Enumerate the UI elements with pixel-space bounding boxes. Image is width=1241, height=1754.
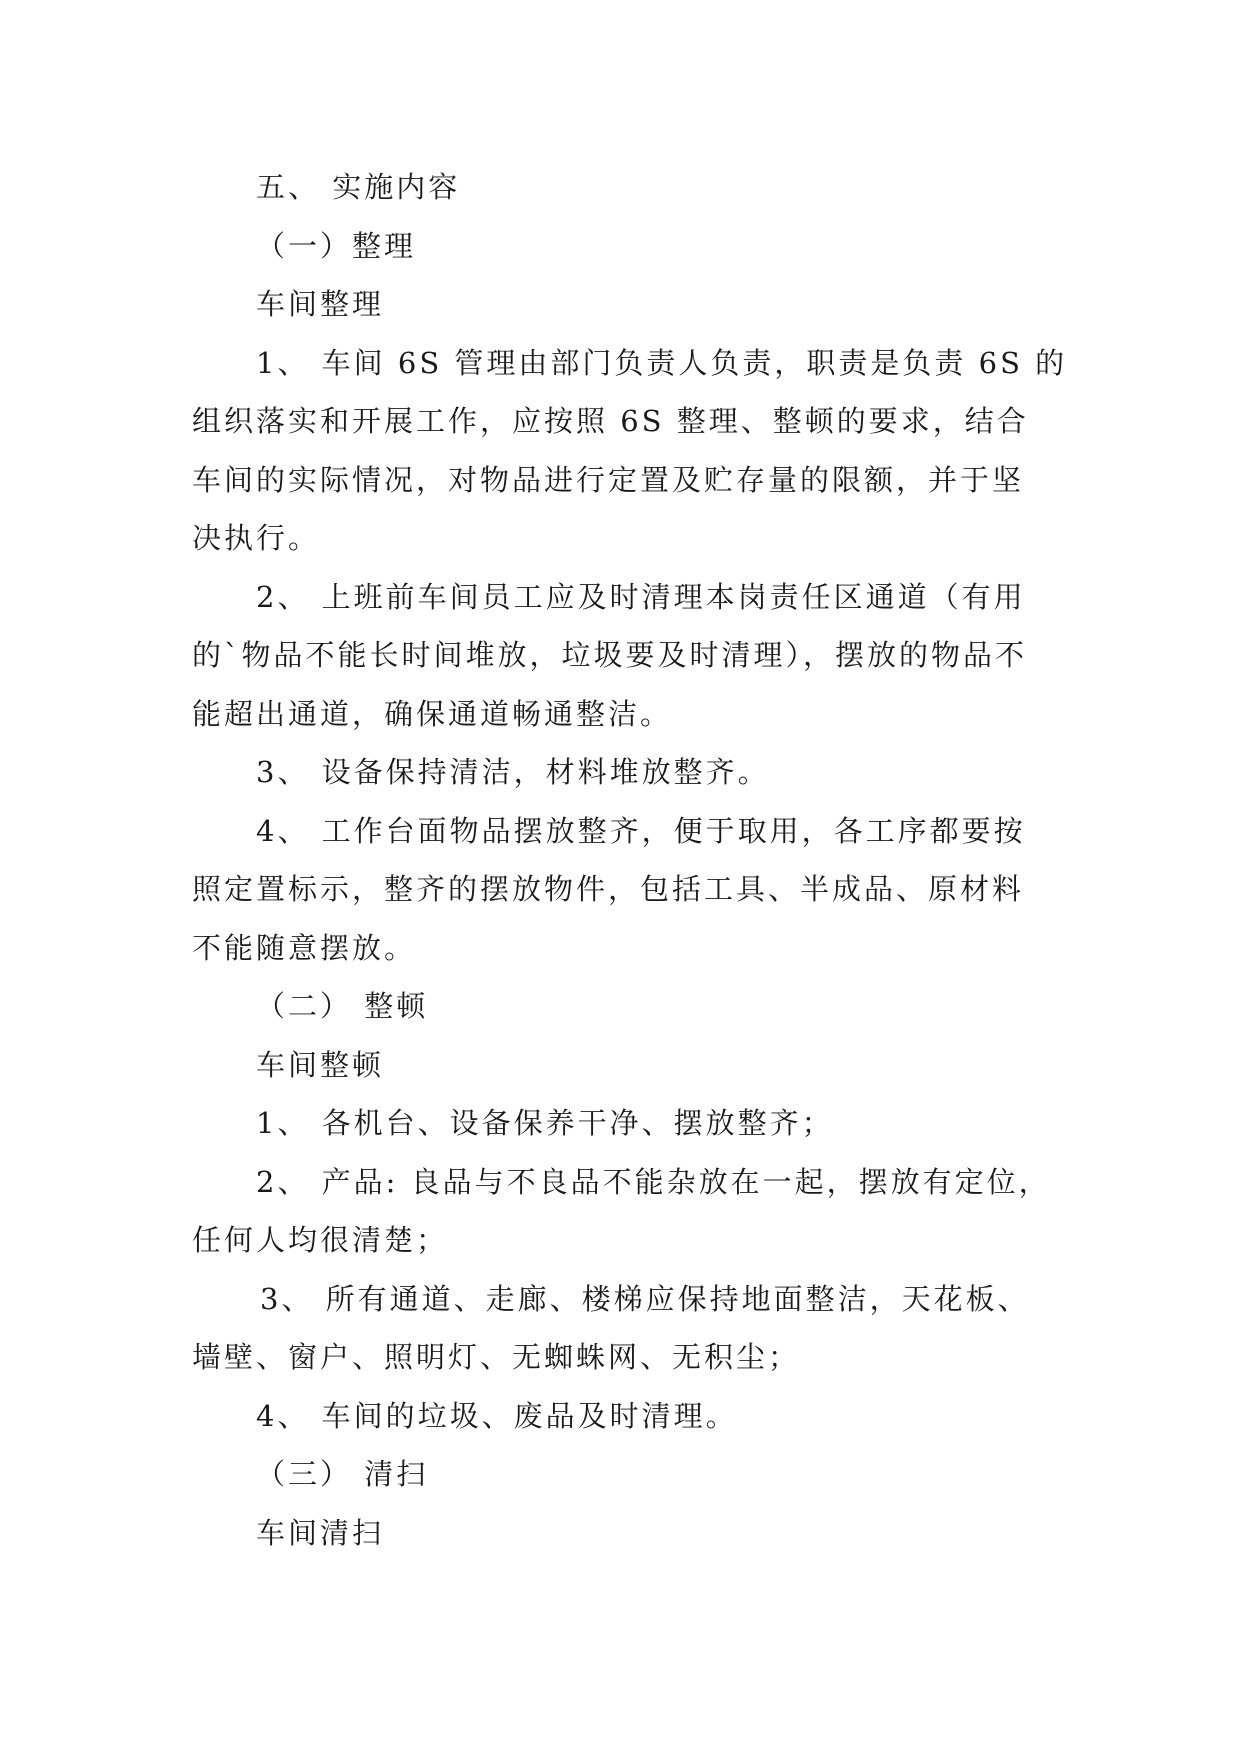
section-heading: 五、 实施内容 bbox=[256, 170, 461, 204]
item-2-3-line-2: 墙壁、窗户、照明灯、无蜘蛛网、无积尘； bbox=[192, 1340, 801, 1374]
item-4-line-2: 照定置标示，整齐的摆放物件，包括工具、半成品、原材料 bbox=[192, 872, 1025, 906]
item-2-4-line-1: 4、 车间的垃圾、废品及时清理。 bbox=[256, 1398, 738, 1433]
item-2-line-1: 2、 上班前车间员工应及时清理本岗责任区通道（有用 bbox=[256, 579, 1026, 614]
subsection-heading-2: （二） 整顿 bbox=[256, 989, 429, 1023]
item-1-line-2: 组织落实和开展工作，应按照 6S 整理、整顿的要求，结合 bbox=[192, 404, 1029, 438]
item-1-line-1: 1、 车间 6S 管理由部门负责人负责，职责是负责 6S 的 bbox=[256, 345, 1068, 380]
item-2-line-3: 能超出通道，确保通道畅通整洁。 bbox=[192, 696, 673, 731]
item-1-line-4: 决执行。 bbox=[192, 521, 321, 555]
item-4-line-3: 不能随意摆放。 bbox=[192, 930, 417, 965]
subsection-heading-3: （三） 清扫 bbox=[256, 1457, 429, 1491]
subsection-title-2: 车间整顿 bbox=[256, 1047, 385, 1082]
subsection-title-3: 车间清扫 bbox=[256, 1515, 385, 1550]
subsection-title-1: 车间整理 bbox=[256, 287, 385, 321]
item-1-line-3: 车间的实际情况，对物品进行定置及贮存量的限额，并于坚 bbox=[192, 462, 1025, 497]
document-body bbox=[192, 158, 1068, 1562]
item-4-line-1: 4、 工作台面物品摆放整齐，便于取用，各工序都要按 bbox=[256, 813, 1026, 848]
item-2-3-line-1: 3、 所有通道、走廊、楼梯应保持地面整洁，天花板、 bbox=[260, 1281, 1030, 1316]
item-2-line-2: 的`物品不能长时间堆放，垃圾要及时清理），摆放的物品不 bbox=[192, 638, 1028, 672]
item-3-line-1: 3、 设备保持清洁，材料堆放整齐。 bbox=[256, 755, 770, 789]
item-2-2-line-1: 2、 产品: 良品与不良品不能杂放在一起，摆放有定位， bbox=[256, 1164, 1051, 1199]
subsection-heading-1: （一）整理 bbox=[256, 228, 417, 263]
item-2-1-line-1: 1、 各机台、设备保养干净、摆放整齐； bbox=[256, 1106, 834, 1140]
item-2-2-line-2: 任何人均很清楚； bbox=[192, 1223, 449, 1257]
